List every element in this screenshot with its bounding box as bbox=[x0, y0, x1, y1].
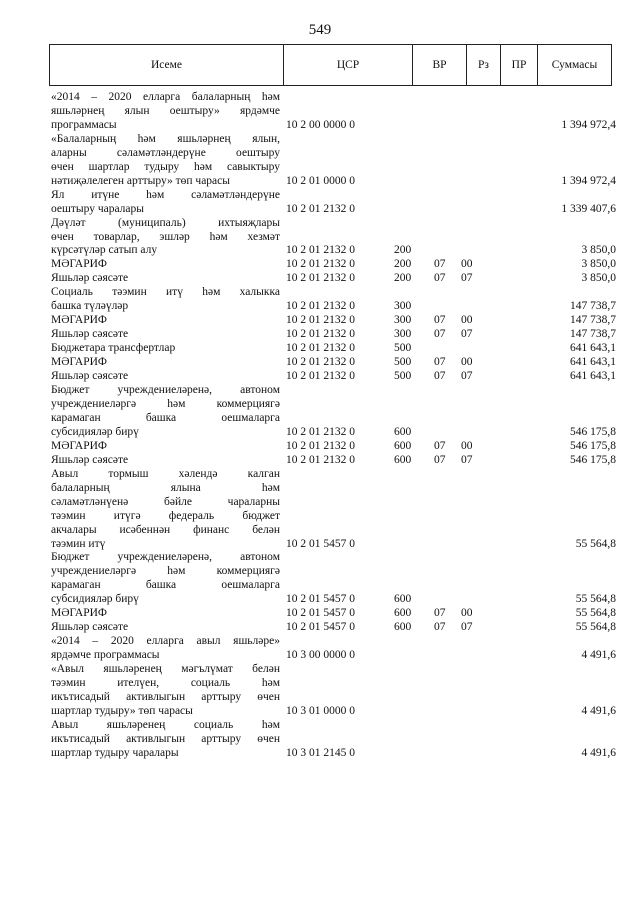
table-row bbox=[51, 607, 616, 621]
row-pr: 07 bbox=[461, 621, 473, 634]
row-name-line: нәтиҗәлелеген арттыру» төп чарасы bbox=[51, 174, 230, 187]
row-name-line: «2014 – 2020 елларга балаларның һәм bbox=[51, 91, 280, 103]
table-row bbox=[51, 370, 616, 384]
row-name bbox=[51, 189, 280, 217]
column-header-rz: Рз bbox=[467, 45, 501, 85]
row-sum: 1 339 407,6 bbox=[561, 202, 616, 215]
row-name-line: икътисадый активлыгын арттыру өчен bbox=[51, 732, 280, 745]
row-name-line: аларны сәламәтләндерүне оештыру bbox=[51, 146, 280, 159]
page-number: 549 bbox=[308, 22, 332, 38]
row-name-line: субсидияләр бирү bbox=[51, 593, 139, 606]
row-name-line: Яшьләр сәясәте bbox=[51, 453, 129, 466]
column-header-vr: ВР bbox=[413, 45, 467, 85]
row-sum: 55 564,8 bbox=[575, 593, 616, 606]
row-name bbox=[51, 551, 280, 607]
row-sum: 641 643,1 bbox=[570, 370, 616, 383]
table-row bbox=[51, 133, 616, 189]
row-sum: 1 394 972,4 bbox=[561, 174, 616, 187]
table-body bbox=[51, 91, 616, 761]
row-name-line: Авыл яшьләренең социаль һәм bbox=[51, 718, 280, 731]
row-vr: 200 bbox=[394, 258, 412, 271]
row-csr: 10 2 01 2132 0 bbox=[286, 258, 355, 271]
row-name-line: «Авыл яшьләренең мәгълүмат белән bbox=[51, 663, 280, 676]
row-name bbox=[51, 328, 280, 342]
table-row bbox=[51, 272, 616, 286]
table-row bbox=[51, 217, 616, 259]
row-csr: 10 2 01 2132 0 bbox=[286, 328, 355, 341]
row-pr: 07 bbox=[461, 453, 473, 466]
row-name-line: учреждениеләргә һәм коммерциягә bbox=[51, 397, 280, 410]
table-row bbox=[51, 286, 616, 314]
table-header bbox=[49, 44, 612, 86]
row-vr: 200 bbox=[394, 272, 412, 285]
row-name-line: Авыл тормыш хәлендә калган bbox=[51, 467, 280, 480]
table-row bbox=[51, 468, 616, 552]
table-row bbox=[51, 663, 616, 719]
row-rz: 07 bbox=[434, 272, 446, 285]
row-sum: 147 738,7 bbox=[570, 314, 616, 327]
row-sum: 4 491,6 bbox=[581, 649, 616, 662]
row-name-line: субсидияләр бирү bbox=[51, 425, 139, 438]
row-name-line: Яшьләр сәясәте bbox=[51, 621, 129, 634]
row-name-line: Ял итүне һәм сәламәтләндерүне bbox=[51, 188, 280, 201]
row-vr: 500 bbox=[394, 342, 412, 355]
row-vr: 300 bbox=[394, 314, 412, 327]
row-name-line: Яшьләр сәясәте bbox=[51, 370, 129, 383]
row-pr: 00 bbox=[461, 607, 473, 620]
row-csr: 10 2 01 2132 0 bbox=[286, 342, 355, 355]
row-name-line: программасы bbox=[51, 118, 117, 131]
row-sum: 55 564,8 bbox=[575, 607, 616, 620]
table-row bbox=[51, 551, 616, 607]
row-pr: 00 bbox=[461, 356, 473, 369]
row-name-line: МӘГАРИФ bbox=[51, 258, 108, 271]
row-name-line: «2014 – 2020 елларга авыл яшьләре» bbox=[51, 635, 280, 648]
row-csr: 10 2 00 0000 0 bbox=[286, 118, 355, 131]
row-name bbox=[51, 217, 280, 259]
row-name bbox=[51, 384, 280, 440]
row-vr: 500 bbox=[394, 370, 412, 383]
row-csr: 10 3 01 0000 0 bbox=[286, 704, 355, 717]
row-name-line: карамаган башка оешмаларга bbox=[51, 579, 280, 592]
row-name-line: тәэмин итүгә федераль бюджет bbox=[51, 509, 280, 522]
row-pr: 00 bbox=[461, 258, 473, 271]
row-pr: 07 bbox=[461, 370, 473, 383]
row-pr: 00 bbox=[461, 314, 473, 327]
row-rz: 07 bbox=[434, 314, 446, 327]
row-vr: 300 bbox=[394, 300, 412, 313]
row-name-line: оештыру чаралары bbox=[51, 202, 144, 215]
row-sum: 55 564,8 bbox=[575, 537, 616, 550]
row-name-line: сәламәтләнүенә бәйле чараларны bbox=[51, 495, 280, 508]
row-vr: 600 bbox=[394, 621, 412, 634]
row-sum: 641 643,1 bbox=[570, 356, 616, 369]
table-row bbox=[51, 635, 616, 663]
row-name-line: Социаль тәэмин итү һәм халыкка bbox=[51, 286, 280, 299]
row-pr: 00 bbox=[461, 439, 473, 452]
row-name-line: Бюджетара трансфертлар bbox=[51, 342, 176, 355]
row-pr: 07 bbox=[461, 272, 473, 285]
row-name bbox=[51, 607, 280, 621]
row-sum: 546 175,8 bbox=[570, 453, 616, 466]
row-name-line: МӘГАРИФ bbox=[51, 314, 108, 327]
row-rz: 07 bbox=[434, 258, 446, 271]
row-name-line: өчен товарлар, эшләр һәм хезмәт bbox=[51, 230, 280, 243]
row-sum: 1 394 972,4 bbox=[561, 118, 616, 131]
row-name-line: Бюджет учреждениеләренә, автоном bbox=[51, 384, 280, 397]
row-name bbox=[51, 454, 280, 468]
table-row bbox=[51, 440, 616, 454]
row-vr: 300 bbox=[394, 328, 412, 341]
row-rz: 07 bbox=[434, 453, 446, 466]
row-vr: 200 bbox=[394, 244, 412, 257]
row-name-line: Яшьләр сәясәте bbox=[51, 272, 129, 285]
column-header-name: Исеме bbox=[50, 45, 284, 85]
row-name-line: Дәүләт (муниципаль) ихтыяҗлары bbox=[51, 216, 280, 229]
row-csr: 10 2 01 2132 0 bbox=[286, 314, 355, 327]
table-row bbox=[51, 342, 616, 356]
row-csr: 10 2 01 2132 0 bbox=[286, 370, 355, 383]
row-name-line: башка түләүләр bbox=[51, 300, 129, 313]
row-name-line: өчен шартлар тудыру һәм савыктыру bbox=[51, 160, 280, 173]
table-row bbox=[51, 328, 616, 342]
row-name bbox=[51, 468, 280, 552]
row-name-line: яшьләрнең ялын оештыру» ярдәмче bbox=[51, 104, 280, 117]
row-csr: 10 3 01 2145 0 bbox=[286, 746, 355, 759]
row-name-line: МӘГАРИФ bbox=[51, 356, 108, 369]
row-vr: 500 bbox=[394, 356, 412, 369]
row-sum: 3 850,0 bbox=[581, 272, 616, 285]
row-name-line: МӘГАРИФ bbox=[51, 607, 108, 620]
row-name bbox=[51, 91, 280, 133]
table-row bbox=[51, 258, 616, 272]
row-name bbox=[51, 314, 280, 328]
row-name bbox=[51, 370, 280, 384]
row-name bbox=[51, 621, 280, 635]
row-csr: 10 2 01 2132 0 bbox=[286, 244, 355, 257]
row-csr: 10 2 01 2132 0 bbox=[286, 356, 355, 369]
row-name-line: МӘГАРИФ bbox=[51, 439, 108, 452]
row-name-line: карамаган башка оешмаларга bbox=[51, 411, 280, 424]
row-sum: 546 175,8 bbox=[570, 439, 616, 452]
table-row bbox=[51, 454, 616, 468]
row-name bbox=[51, 286, 280, 314]
row-name bbox=[51, 440, 280, 454]
row-name bbox=[51, 356, 280, 370]
row-name bbox=[51, 258, 280, 272]
table-row bbox=[51, 314, 616, 328]
row-name-line: Бюджет учреждениеләренә, автоном bbox=[51, 551, 280, 564]
table-row bbox=[51, 621, 616, 635]
row-csr: 10 2 01 2132 0 bbox=[286, 453, 355, 466]
row-sum: 4 491,6 bbox=[581, 704, 616, 717]
row-name bbox=[51, 719, 280, 761]
row-csr: 10 2 01 2132 0 bbox=[286, 439, 355, 452]
row-rz: 07 bbox=[434, 439, 446, 452]
table-row bbox=[51, 91, 616, 133]
row-name bbox=[51, 635, 280, 663]
row-csr: 10 3 00 0000 0 bbox=[286, 649, 355, 662]
row-rz: 07 bbox=[434, 607, 446, 620]
row-sum: 55 564,8 bbox=[575, 621, 616, 634]
row-name-line: ярдәмче программасы bbox=[51, 649, 160, 662]
row-pr: 07 bbox=[461, 328, 473, 341]
table-row bbox=[51, 384, 616, 440]
row-csr: 10 2 01 5457 0 bbox=[286, 537, 355, 550]
row-sum: 147 738,7 bbox=[570, 300, 616, 313]
row-csr: 10 2 01 5457 0 bbox=[286, 621, 355, 634]
row-vr: 600 bbox=[394, 593, 412, 606]
row-sum: 546 175,8 bbox=[570, 425, 616, 438]
row-rz: 07 bbox=[434, 621, 446, 634]
row-name bbox=[51, 133, 280, 189]
row-name-line: тәэмин итү bbox=[51, 537, 106, 550]
row-name-line: Яшьләр сәясәте bbox=[51, 328, 129, 341]
column-header-sum: Суммасы bbox=[551, 59, 598, 71]
row-csr: 10 2 01 0000 0 bbox=[286, 174, 355, 187]
row-name bbox=[51, 342, 280, 356]
column-header-csr: ЦСР bbox=[284, 45, 413, 85]
row-name bbox=[51, 272, 280, 286]
row-sum: 641 643,1 bbox=[570, 342, 616, 355]
row-vr: 600 bbox=[394, 453, 412, 466]
row-name-line: шартлар тудыру» төп чарасы bbox=[51, 704, 193, 717]
row-name-line: шартлар тудыру чаралары bbox=[51, 746, 179, 759]
row-name-line: икътисадый активлыгын арттыру өчен bbox=[51, 690, 280, 703]
row-csr: 10 2 01 5457 0 bbox=[286, 593, 355, 606]
table-row bbox=[51, 189, 616, 217]
row-sum: 147 738,7 bbox=[570, 328, 616, 341]
row-vr: 600 bbox=[394, 439, 412, 452]
row-rz: 07 bbox=[434, 370, 446, 383]
row-csr: 10 2 01 2132 0 bbox=[286, 425, 355, 438]
row-name-line: учреждениеләргә һәм коммерциягә bbox=[51, 565, 280, 578]
row-sum: 4 491,6 bbox=[581, 746, 616, 759]
row-vr: 600 bbox=[394, 425, 412, 438]
row-csr: 10 2 01 2132 0 bbox=[286, 202, 355, 215]
row-name-line: күрсәтүләр сатып алу bbox=[51, 244, 158, 257]
row-name-line: балаларның ялына һәм bbox=[51, 481, 280, 494]
row-csr: 10 2 01 2132 0 bbox=[286, 272, 355, 285]
row-rz: 07 bbox=[434, 356, 446, 369]
row-csr: 10 2 01 5457 0 bbox=[286, 607, 355, 620]
row-name-line: «Балаларның һәм яшьләрнең ялын, bbox=[51, 132, 280, 145]
row-name-line: акчалары исәбеннән финанс белән bbox=[51, 523, 280, 536]
row-csr: 10 2 01 2132 0 bbox=[286, 300, 355, 313]
row-name-line: тәэмин ителүен, социаль һәм bbox=[51, 677, 280, 690]
row-sum: 3 850,0 bbox=[581, 244, 616, 257]
row-name bbox=[51, 663, 280, 719]
row-sum: 3 850,0 bbox=[581, 258, 616, 271]
row-rz: 07 bbox=[434, 328, 446, 341]
table-row bbox=[51, 719, 616, 761]
column-header-pr: ПР bbox=[501, 45, 538, 85]
table-row bbox=[51, 356, 616, 370]
row-vr: 600 bbox=[394, 607, 412, 620]
